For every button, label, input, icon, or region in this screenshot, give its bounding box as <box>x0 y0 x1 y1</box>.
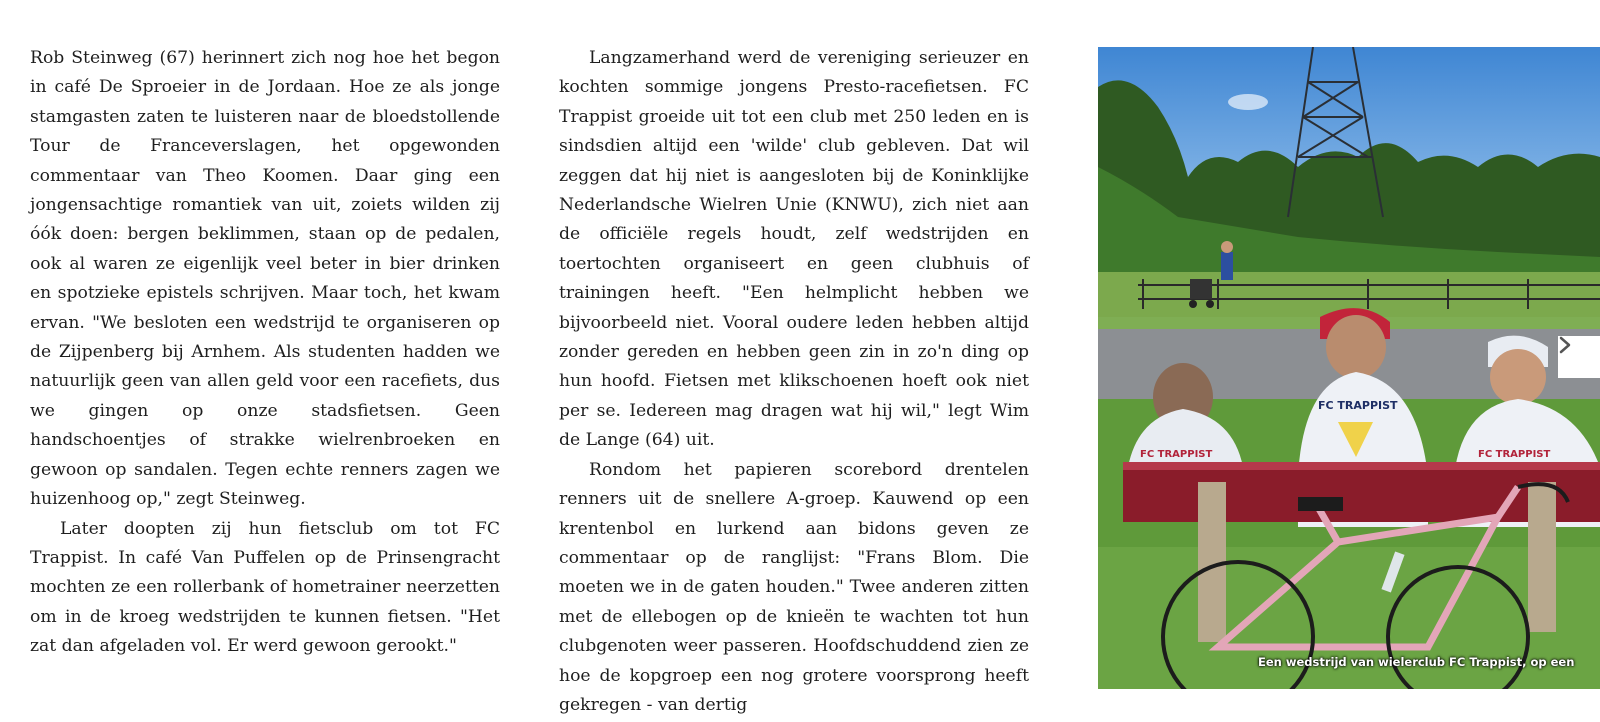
svg-text:FC TRAPPIST: FC TRAPPIST <box>1140 449 1213 460</box>
paragraph: Rob Steinweg (67) herinnert zich nog hoe het begon in café De Sproeier in de Jordaan. Hoe ze als jonge stamgasten zaten te luisteren naar de bloedstollende Tour de Franceverslagen, het opgewonden commentaar van Theo Koomen. Daar ging een jongensachtige romantiek van uit, zoiets wilden zij óók doen: bergen beklimmen, staan op de pedalen, ook al waren ze eigenlijk veel beter in bier drinken en spotzieke epistels schrijven. Maar toch, het kwam ervan. "We besloten een wedstrijd te organiseren op de Zijpenberg bij Arnhem. Als studenten hadden we natuurlijk geen van allen geld voor een racefiets, dus we gingen op onze stadsfietsen. Geen handschoentjes of strakke wielrenbroeken en gewoon op sandalen. Tegen echte renners zagen we huizenhoog op," zegt Steinweg. <box>30 48 500 510</box>
chevron-right-icon <box>1558 336 1572 354</box>
svg-text:FC TRAPPIST: FC TRAPPIST <box>1478 449 1551 460</box>
article-column-2 <box>559 44 1029 720</box>
photo-caption: Een wedstrijd van wielerclub FC Trappist, op een <box>1258 655 1575 669</box>
photo-slideshow <box>1098 47 1600 689</box>
article-column-1 <box>30 44 500 662</box>
paragraph: Later doopten zij hun fietsclub om tot FC Trappist. In café Van Puffelen op de Prinsengracht mochten ze een rollerbank of hometrainer neerzetten om in de kroeg wedstrijden te kunnen fietsen. "Het zat dan afgeladen vol. Er werd gewoon gerookt." <box>30 518 500 657</box>
svg-text:FC TRAPPIST: FC TRAPPIST <box>1318 399 1398 412</box>
cyclists-photo <box>1098 47 1600 689</box>
next-slide-button[interactable] <box>1558 336 1600 378</box>
paragraph: Rondom het papieren scorebord drentelen renners uit de snellere A-groep. Kauwend op een krentenbol en lurkend aan bidons geven ze commentaar op de ranglijst: "Frans Blom. Die moeten we in de gaten houden." Twee anderen zitten met de ellebogen op de knieën te wachten tot hun clubgenoten weer passeren. Hoofdschuddend zien ze hoe de kopgroep een nog grotere voorsprong heeft gekregen - van dertig <box>559 459 1029 715</box>
paragraph: Langzamerhand werd de vereniging serieuzer en kochten sommige jongens Presto-racefietsen. FC Trappist groeide uit tot een club met 250 leden en is sindsdien altijd een 'wilde' club gebleven. Dat wil zeggen dat hij niet is aangesloten bij de Koninklijke Nederlandsche Wielren Unie (KNWU), zich niet aan de officiële regels houdt, zelf wedstrijden en toertochten organiseert en geen clubhuis of trainingen heeft. "Een helmplicht hebben we bijvoorbeeld niet. Vooral oudere leden hebben altijd zonder gereden en hebben geen zin in zo'n ding op hun hoofd. Fietsen met klikschoenen hoeft ook niet per se. Iedereen mag dragen wat hij wil," legt Wim de Lange (64) uit. <box>559 48 1029 451</box>
